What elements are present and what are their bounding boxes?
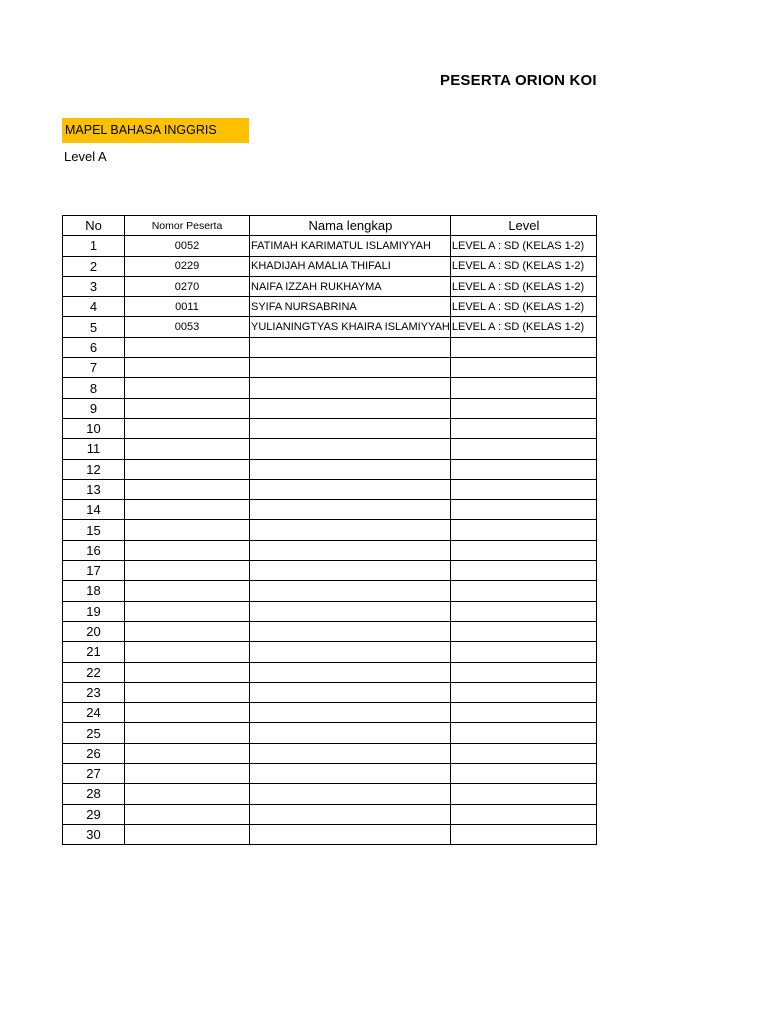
- participant-number-cell[interactable]: [125, 804, 250, 824]
- level-cell[interactable]: [450, 824, 596, 844]
- header-row: [63, 216, 597, 236]
- row-number-cell[interactable]: 23: [63, 682, 125, 702]
- participant-number-cell[interactable]: [125, 682, 250, 702]
- row-number-cell[interactable]: 14: [63, 500, 125, 520]
- full-name-cell[interactable]: [250, 561, 451, 581]
- participant-number-cell[interactable]: [125, 540, 250, 560]
- row-number-cell[interactable]: 18: [63, 581, 125, 601]
- table-row: [63, 662, 597, 682]
- table-row: [63, 317, 597, 337]
- level-cell[interactable]: [450, 337, 596, 357]
- full-name-cell[interactable]: [250, 764, 451, 784]
- header-nama-lengkap: Nama lengkap: [250, 216, 451, 236]
- table-row: [63, 418, 597, 438]
- level-cell[interactable]: LEVEL A : SD (KELAS 1-2): [450, 236, 596, 256]
- participant-number-cell[interactable]: 0052: [125, 236, 250, 256]
- level-cell[interactable]: [450, 378, 596, 398]
- table-row: [63, 804, 597, 824]
- row-number-cell[interactable]: 24: [63, 703, 125, 723]
- row-number-cell[interactable]: 16: [63, 540, 125, 560]
- full-name-cell[interactable]: [250, 398, 451, 418]
- table-row: [63, 337, 597, 357]
- row-number-cell[interactable]: 2: [63, 256, 125, 276]
- table-row: [63, 682, 597, 702]
- row-number-cell[interactable]: 30: [63, 824, 125, 844]
- row-number-cell[interactable]: 13: [63, 479, 125, 499]
- level-cell[interactable]: [450, 439, 596, 459]
- full-name-cell[interactable]: SYIFA NURSABRINA: [250, 297, 451, 317]
- full-name-cell[interactable]: [250, 804, 451, 824]
- participant-table: [62, 215, 597, 845]
- level-cell[interactable]: [450, 682, 596, 702]
- level-cell[interactable]: [450, 804, 596, 824]
- participant-number-cell[interactable]: [125, 743, 250, 763]
- table-row: [63, 236, 597, 256]
- table-row: [63, 358, 597, 378]
- table-row: [63, 500, 597, 520]
- full-name-cell[interactable]: [250, 662, 451, 682]
- row-number-cell[interactable]: 8: [63, 378, 125, 398]
- full-name-cell[interactable]: [250, 601, 451, 621]
- full-name-cell[interactable]: [250, 581, 451, 601]
- full-name-cell[interactable]: [250, 621, 451, 641]
- table-row: [63, 398, 597, 418]
- participant-number-cell[interactable]: [125, 479, 250, 499]
- full-name-cell[interactable]: [250, 500, 451, 520]
- row-number-cell[interactable]: 1: [63, 236, 125, 256]
- table-row: [63, 784, 597, 804]
- full-name-cell[interactable]: [250, 784, 451, 804]
- level-cell[interactable]: [450, 784, 596, 804]
- row-number-cell[interactable]: 4: [63, 297, 125, 317]
- level-cell[interactable]: LEVEL A : SD (KELAS 1-2): [450, 317, 596, 337]
- participant-number-cell[interactable]: [125, 337, 250, 357]
- full-name-cell[interactable]: [250, 743, 451, 763]
- participant-number-cell[interactable]: [125, 398, 250, 418]
- table-row: [63, 723, 597, 743]
- full-name-cell[interactable]: YULIANINGTYAS KHAIRA ISLAMIYYAH: [250, 317, 451, 337]
- row-number-cell[interactable]: 20: [63, 621, 125, 641]
- participant-number-cell[interactable]: 0011: [125, 297, 250, 317]
- participant-number-cell[interactable]: 0270: [125, 276, 250, 296]
- level-cell[interactable]: [450, 520, 596, 540]
- table-row: [63, 824, 597, 844]
- level-cell[interactable]: LEVEL A : SD (KELAS 1-2): [450, 297, 596, 317]
- table-row: [63, 601, 597, 621]
- table-row: [63, 764, 597, 784]
- full-name-cell[interactable]: [250, 682, 451, 702]
- row-number-cell[interactable]: 19: [63, 601, 125, 621]
- level-cell[interactable]: [450, 621, 596, 641]
- level-cell[interactable]: [450, 743, 596, 763]
- level-cell[interactable]: [450, 764, 596, 784]
- level-cell[interactable]: LEVEL A : SD (KELAS 1-2): [450, 276, 596, 296]
- table-row: [63, 520, 597, 540]
- row-number-cell[interactable]: 6: [63, 337, 125, 357]
- full-name-cell[interactable]: [250, 723, 451, 743]
- participant-number-cell[interactable]: [125, 723, 250, 743]
- level-cell[interactable]: [450, 601, 596, 621]
- row-number-cell[interactable]: 26: [63, 743, 125, 763]
- full-name-cell[interactable]: [250, 703, 451, 723]
- participant-number-cell[interactable]: [125, 378, 250, 398]
- participant-number-cell[interactable]: [125, 561, 250, 581]
- row-number-cell[interactable]: 17: [63, 561, 125, 581]
- participant-number-cell[interactable]: [125, 703, 250, 723]
- participant-number-cell[interactable]: [125, 642, 250, 662]
- table-row: [63, 561, 597, 581]
- participant-number-cell[interactable]: [125, 581, 250, 601]
- row-number-cell[interactable]: 28: [63, 784, 125, 804]
- row-number-cell[interactable]: 22: [63, 662, 125, 682]
- level-cell[interactable]: [450, 479, 596, 499]
- full-name-cell[interactable]: KHADIJAH AMALIA THIFALI: [250, 256, 451, 276]
- level-cell[interactable]: [450, 723, 596, 743]
- participant-number-cell[interactable]: [125, 459, 250, 479]
- row-number-cell[interactable]: 29: [63, 804, 125, 824]
- full-name-cell[interactable]: [250, 479, 451, 499]
- row-number-cell[interactable]: 12: [63, 459, 125, 479]
- row-number-cell[interactable]: 7: [63, 358, 125, 378]
- subject-label: MAPEL BAHASA INGGRIS: [62, 118, 249, 143]
- full-name-cell[interactable]: [250, 459, 451, 479]
- row-number-cell[interactable]: 3: [63, 276, 125, 296]
- table-row: [63, 479, 597, 499]
- level-cell[interactable]: [450, 540, 596, 560]
- participant-number-cell[interactable]: [125, 418, 250, 438]
- full-name-cell[interactable]: [250, 642, 451, 662]
- row-number-cell[interactable]: 9: [63, 398, 125, 418]
- table-row: [63, 378, 597, 398]
- full-name-cell[interactable]: NAIFA IZZAH RUKHAYMA: [250, 276, 451, 296]
- level-cell[interactable]: [450, 418, 596, 438]
- header-level: Level: [450, 216, 596, 236]
- level-cell[interactable]: [450, 398, 596, 418]
- level-cell[interactable]: [450, 500, 596, 520]
- row-number-cell[interactable]: 25: [63, 723, 125, 743]
- participant-number-cell[interactable]: 0229: [125, 256, 250, 276]
- header-nomor-peserta: Nomor Peserta: [125, 216, 250, 236]
- table-row: [63, 743, 597, 763]
- participant-number-cell[interactable]: [125, 500, 250, 520]
- row-number-cell[interactable]: 10: [63, 418, 125, 438]
- level-cell[interactable]: [450, 662, 596, 682]
- table-body: [63, 236, 597, 845]
- row-number-cell[interactable]: 21: [63, 642, 125, 662]
- level-cell[interactable]: [450, 561, 596, 581]
- level-cell[interactable]: LEVEL A : SD (KELAS 1-2): [450, 256, 596, 276]
- table-row: [63, 642, 597, 662]
- row-number-cell[interactable]: 27: [63, 764, 125, 784]
- full-name-cell[interactable]: FATIMAH KARIMATUL ISLAMIYYAH: [250, 236, 451, 256]
- full-name-cell[interactable]: [250, 358, 451, 378]
- table-row: [63, 581, 597, 601]
- participant-number-cell[interactable]: [125, 824, 250, 844]
- participant-number-cell[interactable]: [125, 764, 250, 784]
- full-name-cell[interactable]: [250, 540, 451, 560]
- table-row: [63, 297, 597, 317]
- table-row: [63, 540, 597, 560]
- participant-number-cell[interactable]: [125, 601, 250, 621]
- table-row: [63, 256, 597, 276]
- participant-number-cell[interactable]: [125, 662, 250, 682]
- row-number-cell[interactable]: 15: [63, 520, 125, 540]
- table-row: [63, 276, 597, 296]
- level-cell[interactable]: [450, 642, 596, 662]
- participant-number-cell[interactable]: [125, 621, 250, 641]
- level-cell[interactable]: [450, 459, 596, 479]
- header-no: No: [63, 216, 125, 236]
- full-name-cell[interactable]: [250, 439, 451, 459]
- participant-number-cell[interactable]: [125, 439, 250, 459]
- level-cell[interactable]: [450, 703, 596, 723]
- full-name-cell[interactable]: [250, 520, 451, 540]
- participant-number-cell[interactable]: [125, 520, 250, 540]
- full-name-cell[interactable]: [250, 337, 451, 357]
- full-name-cell[interactable]: [250, 378, 451, 398]
- participant-number-cell[interactable]: 0053: [125, 317, 250, 337]
- participant-number-cell[interactable]: [125, 784, 250, 804]
- table-row: [63, 621, 597, 641]
- full-name-cell[interactable]: [250, 824, 451, 844]
- level-cell[interactable]: [450, 358, 596, 378]
- page-title: PESERTA ORION KOI: [440, 72, 597, 89]
- level-cell[interactable]: [450, 581, 596, 601]
- row-number-cell[interactable]: 5: [63, 317, 125, 337]
- table-row: [63, 459, 597, 479]
- table-row: [63, 439, 597, 459]
- row-number-cell[interactable]: 11: [63, 439, 125, 459]
- level-label: Level A: [64, 149, 107, 164]
- participant-number-cell[interactable]: [125, 358, 250, 378]
- table-row: [63, 703, 597, 723]
- full-name-cell[interactable]: [250, 418, 451, 438]
